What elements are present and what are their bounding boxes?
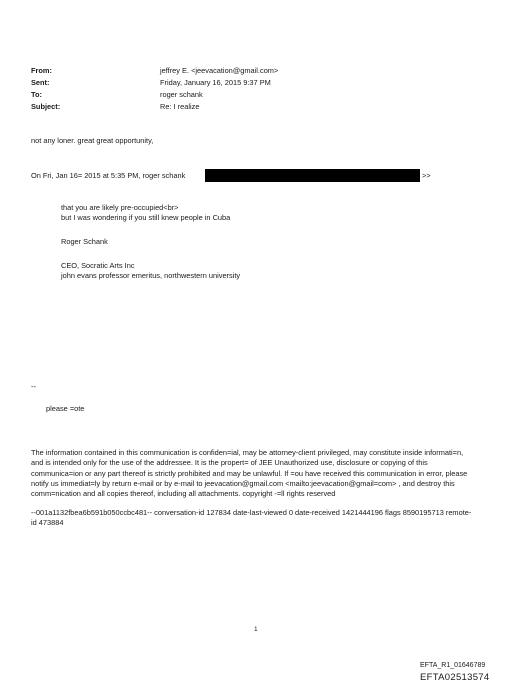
to-value: roger schank bbox=[160, 90, 203, 99]
confidentiality-notice: The information contained in this communication is confiden=ial, may be attorney-client privileged, may constitute inside informati=n, and is intended only for the use of the addressee. It is the propert= of JEE Unauthorized use, disclosure or copying of this communica=ion or any part thereof is strictly prohibited and may be unlawful. If =ou have received this communication in error, please notify us immediat=ly by return e-mail or by e-mail to jeevacation@gmail.com <mailto:jeevacation@gmail=com> , and destroy this comm=nication and all copies thereof, including all attachments. copyright -=ll rights reserved bbox=[31, 448, 468, 499]
reply-text: not any loner. great great opportunity, bbox=[31, 136, 154, 145]
separator-dashes: -- bbox=[31, 382, 36, 391]
from-label: From: bbox=[31, 66, 52, 75]
from-value: jeffrey E. <jeevacation@gmail.com> bbox=[160, 66, 279, 75]
quoted-signature-title-2: john evans professor emeritus, northwestern university bbox=[61, 271, 241, 280]
bates-number-small: EFTA_R1_01646789 bbox=[420, 662, 486, 669]
quote-intro-end: >> bbox=[422, 171, 431, 180]
quoted-signature-title-1: CEO, Socratic Arts Inc bbox=[61, 261, 135, 270]
sent-value: Friday, January 16, 2015 9:37 PM bbox=[160, 78, 271, 87]
bates-number-large: EFTA02513574 bbox=[420, 672, 490, 683]
redaction-block bbox=[205, 169, 420, 182]
quote-intro: On Fri, Jan 16= 2015 at 5:35 PM, roger schank bbox=[31, 171, 186, 180]
page-number: 1 bbox=[254, 626, 258, 633]
quoted-signature-name: Roger Schank bbox=[61, 237, 108, 246]
quoted-line-2: but I was wondering if you still knew people in Cuba bbox=[61, 213, 231, 222]
please-note-heading: please =ote bbox=[46, 404, 85, 413]
subject-value: Re: I realize bbox=[160, 102, 200, 111]
quoted-line-1: that you are likely pre-occupied<br> bbox=[61, 203, 179, 212]
sent-label: Sent: bbox=[31, 78, 50, 87]
message-metadata: --001a1132fbea6b591b050ccbc481-- conversation-id 127834 date-last-viewed 0 date-received 1421444196 flags 8590195713 remote-id 473884 bbox=[31, 508, 472, 528]
to-label: To: bbox=[31, 90, 42, 99]
subject-label: Subject: bbox=[31, 102, 61, 111]
